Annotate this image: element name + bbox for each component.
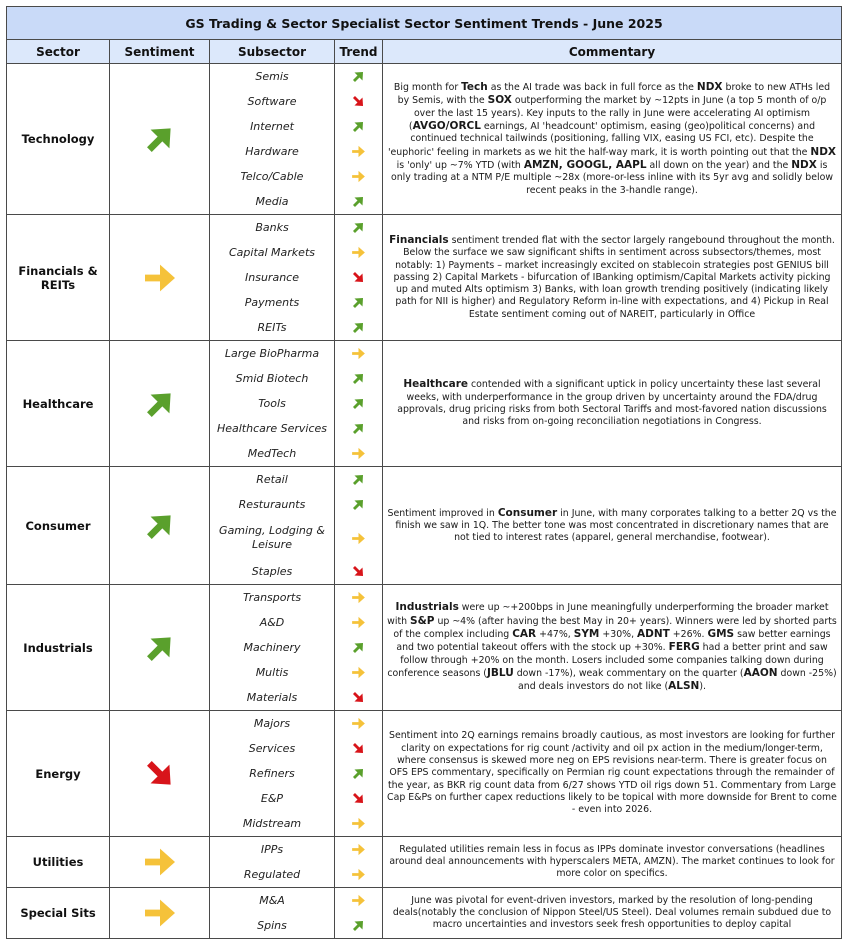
sentiment-cell — [110, 888, 210, 938]
subsector-list — [210, 888, 335, 938]
trend-up-arrow-icon — [350, 765, 367, 782]
trend-list — [335, 888, 383, 938]
trend-flat-arrow-icon — [350, 589, 367, 606]
trend-list — [335, 711, 383, 836]
commentary-segment: were up ~+200bps in June meaningfully underperforming the broader market with — [387, 602, 829, 627]
commentary-segment: contended with a significant uptick in policy uncertainty these last several weeks, with underperformance in the group driven by uncertainty around the FDA/drug approvals, drug pricing risks from both Sectoral Tariffs and most-favored nation discussions and risks from on-going reconciliation negotiations in Congress. — [397, 379, 827, 428]
trend-flat-arrow-icon-shape — [352, 844, 365, 855]
commentary-segment: Sentiment improved in — [387, 507, 498, 519]
trend-flat-arrow-icon — [350, 445, 367, 462]
trend-cell — [335, 341, 382, 366]
commentary-segment: as the AI trade was back in full force as the — [487, 82, 697, 94]
trend-up-arrow-icon — [350, 395, 367, 412]
trend-cell — [335, 913, 382, 938]
commentary-segment: earnings, AI 'headcount' optimism, easing (geo)political concerns) and continued technical tailwinds (positioning, falling VIX, easing US FCI, etc). Despite the 'euphoric' feeling in markets as we hit the half-way mark, it is worth pointing out that the — [387, 121, 816, 158]
commentary-text — [387, 81, 837, 197]
trend-flat-arrow-icon — [350, 168, 367, 185]
sector-name: Utilities — [7, 837, 110, 887]
commentary-segment: ). — [699, 681, 706, 693]
sentiment-up-arrow-icon-shape — [140, 506, 180, 546]
commentary-cell — [383, 585, 841, 710]
commentary-segment: Big month for — [393, 82, 462, 94]
sentiment-cell — [110, 711, 210, 836]
trend-up-arrow-icon — [350, 370, 367, 387]
commentary-text — [387, 844, 837, 881]
subsector-item: IPPs — [260, 842, 284, 856]
trend-flat-arrow-icon-shape — [352, 895, 365, 906]
commentary-segment: Sentiment into 2Q earnings remains broadly cautious, as most investors are looking for further clarity on expectations for rig count /activity and oil px action in the medium/longer-term, where consensus is skewed more neg on EPS revisions near-term. There is greater focus on OFS EPS commentary, specifically on Permian rig count expectations through the remainder of the year, as BKR rig count data from 6/27 shows YTD oil rigs down 51. Commentary from Large Cap E&Ps on further capex reductions likely to be topical with more downside for Brent to come - even into 2026. — [387, 730, 837, 816]
subsector-item: MedTech — [247, 446, 297, 460]
sector-name: Technology — [7, 64, 110, 214]
commentary-segment: down -25%) and deals investors do not like ( — [518, 667, 837, 693]
commentary-highlight: AVGO/ORCL — [412, 120, 481, 133]
trend-cell — [335, 391, 382, 416]
trend-cell — [335, 660, 382, 685]
sentiment-flat-arrow-icon — [140, 258, 180, 298]
table-body — [7, 64, 841, 938]
trend-list — [335, 341, 383, 466]
commentary-highlight: Consumer — [497, 506, 558, 519]
subsector-item: Large BioPharma — [224, 346, 320, 360]
trend-cell — [335, 290, 382, 315]
subsector-item: Telco/Cable — [240, 169, 304, 183]
commentary-highlight: NDX — [810, 145, 837, 158]
sentiment-cell — [110, 585, 210, 710]
sector-name: Special Sits — [7, 888, 110, 938]
commentary-highlight: CAR — [512, 628, 537, 641]
header-trend: Trend — [335, 40, 383, 63]
trend-cell — [335, 416, 382, 441]
trend-down-arrow-icon-shape — [350, 563, 367, 580]
trend-flat-arrow-icon-shape — [352, 718, 365, 729]
commentary-highlight: NDX — [696, 81, 723, 94]
header-subsector: Subsector — [210, 40, 335, 63]
subsector-item: Tools — [258, 396, 286, 410]
trend-cell — [335, 517, 382, 559]
subsector-item: Capital Markets — [228, 245, 315, 259]
subsector-item: Majors — [253, 716, 291, 730]
sentiment-flat-arrow-icon — [140, 842, 180, 882]
trend-cell — [335, 366, 382, 391]
commentary-text — [387, 378, 837, 428]
trend-up-arrow-icon-shape — [350, 319, 367, 336]
trend-flat-arrow-icon-shape — [352, 448, 365, 459]
trend-cell — [335, 240, 382, 265]
commentary-segment: is only trading at a NTM P/E multiple ~28x (more-or-less inline with its 5yr avg and solidly below recent peaks in the 3-handle range). — [390, 159, 834, 196]
trend-up-arrow-icon — [350, 319, 367, 336]
trend-cell — [335, 610, 382, 635]
trend-flat-arrow-icon-shape — [352, 532, 365, 543]
trend-cell — [335, 685, 382, 710]
trend-up-arrow-icon-shape — [350, 294, 367, 311]
trend-up-arrow-icon-shape — [350, 471, 367, 488]
commentary-highlight: AMZN, GOOGL, AAPL — [523, 158, 647, 171]
trend-cell — [335, 635, 382, 660]
commentary-cell — [383, 837, 841, 887]
trend-flat-arrow-icon-shape — [352, 592, 365, 603]
trend-cell — [335, 492, 382, 517]
commentary-segment: +26%. — [669, 629, 708, 641]
sector-row — [7, 467, 841, 585]
commentary-cell — [383, 888, 841, 938]
sector-row — [7, 215, 841, 341]
trend-cell — [335, 467, 382, 492]
subsector-item: Media — [255, 194, 289, 208]
subsector-item: Refiners — [249, 766, 295, 780]
trend-down-arrow-icon — [350, 689, 367, 706]
subsector-item: Payments — [244, 295, 300, 309]
trend-cell — [335, 736, 382, 761]
header-commentary: Commentary — [568, 44, 656, 59]
trend-down-arrow-icon-shape — [350, 790, 367, 807]
commentary-segment: +30%, — [599, 629, 638, 641]
trend-up-arrow-icon — [350, 420, 367, 437]
subsector-item: Smid Biotech — [235, 371, 309, 385]
trend-down-arrow-icon — [350, 269, 367, 286]
sentiment-cell — [110, 837, 210, 887]
trend-flat-arrow-icon-shape — [352, 617, 365, 628]
trend-flat-arrow-icon — [350, 664, 367, 681]
subsector-list — [210, 467, 335, 584]
sentiment-down-arrow-icon — [140, 754, 180, 794]
trend-up-arrow-icon-shape — [350, 395, 367, 412]
trend-flat-arrow-icon-shape — [352, 348, 365, 359]
commentary-highlight: S&P — [410, 614, 435, 627]
trend-flat-arrow-icon — [350, 530, 367, 547]
trend-list — [335, 215, 383, 340]
commentary-highlight: SOX — [487, 94, 512, 107]
subsector-item: Midstream — [242, 816, 302, 830]
trend-list — [335, 837, 383, 887]
commentary-highlight: JBLU — [486, 666, 514, 679]
trend-list — [335, 64, 383, 214]
subsector-item: A&D — [259, 615, 285, 629]
commentary-text — [387, 730, 837, 816]
commentary-highlight: Industrials — [395, 601, 459, 614]
sector-row — [7, 888, 841, 938]
trend-flat-arrow-icon — [350, 143, 367, 160]
commentary-cell — [383, 711, 841, 836]
commentary-text — [387, 234, 837, 321]
subsector-item: Gaming, Lodging & Leisure — [219, 524, 325, 551]
sector-row — [7, 711, 841, 837]
header-sentiment: Sentiment — [110, 40, 210, 63]
trend-down-arrow-icon — [350, 93, 367, 110]
subsector-list — [210, 585, 335, 710]
commentary-segment: down -17%), weak commentary on the quarter ( — [513, 667, 744, 679]
trend-down-arrow-icon — [350, 740, 367, 757]
sentiment-up-arrow-icon-shape — [140, 384, 180, 424]
trend-flat-arrow-icon — [350, 892, 367, 909]
subsector-item: Multis — [255, 665, 289, 679]
trend-up-arrow-icon-shape — [350, 193, 367, 210]
trend-up-arrow-icon — [350, 219, 367, 236]
subsector-item: Semis — [255, 69, 289, 83]
subsector-item: M&A — [259, 893, 285, 907]
commentary-segment: broke to new ATHs led by Semis, with the — [397, 82, 831, 107]
subsector-item: Banks — [255, 220, 289, 234]
commentary-segment: +47%, — [536, 629, 574, 641]
trend-cell — [335, 215, 382, 240]
trend-up-arrow-icon — [350, 496, 367, 513]
sentiment-up-arrow-icon — [140, 384, 180, 424]
subsector-item: Spins — [257, 918, 287, 932]
commentary-text — [387, 601, 837, 693]
sentiment-cell — [110, 467, 210, 584]
trend-up-arrow-icon-shape — [350, 118, 367, 135]
trend-cell — [335, 315, 382, 340]
commentary-segment: had a better print and saw follow through +20% on the month. Losers included some companies talking down during conference seasons ( — [387, 642, 828, 679]
trend-flat-arrow-icon-shape — [352, 818, 365, 829]
header-sector: Sector — [7, 40, 110, 63]
sentiment-flat-arrow-icon-shape — [145, 900, 175, 927]
trend-down-arrow-icon-shape — [350, 740, 367, 757]
trend-cell — [335, 64, 382, 89]
commentary-segment: sentiment trended flat with the sector largely rangebound throughout the month. Below the surface we saw significant shifts in sentiment across subsectors/themes, most notably: 1) Payments – market increasingly excited on stablecoin strategies post GENIUS bill passing 2) Capital Markets - bifurcation of IBanking optimism/Capital Markets activity picking up and muted Alts optimism 3) Banks, with loan growth trending positively (indicating likely path for NII is higher) and Regulatory Reform in-line with expectations, and 4) Pickup in Real Estate sentiment coming out of NAREIT, particularly in Office — [393, 234, 835, 320]
trend-cell — [335, 811, 382, 836]
sentiment-table — [6, 6, 842, 939]
commentary-highlight: Healthcare — [403, 378, 469, 391]
commentary-cell — [383, 64, 841, 214]
trend-up-arrow-icon — [350, 118, 367, 135]
trend-up-arrow-icon-shape — [350, 219, 367, 236]
trend-cell — [335, 837, 382, 862]
trend-cell — [335, 189, 382, 214]
trend-up-arrow-icon-shape — [350, 370, 367, 387]
trend-down-arrow-icon — [350, 563, 367, 580]
subsector-item: Software — [247, 94, 297, 108]
sentiment-up-arrow-icon — [140, 119, 180, 159]
sentiment-cell — [110, 64, 210, 214]
sentiment-up-arrow-icon-shape — [140, 628, 180, 668]
subsector-list — [210, 64, 335, 214]
sentiment-up-arrow-icon-shape — [140, 119, 180, 159]
commentary-cell — [383, 467, 841, 584]
trend-up-arrow-icon — [350, 193, 367, 210]
subsector-item: Transports — [242, 590, 302, 604]
subsector-item: Hardware — [245, 144, 299, 158]
commentary-highlight: NDX — [791, 158, 817, 171]
sector-name: Energy — [7, 711, 110, 836]
commentary-segment: Regulated utilities remain less in focus as IPPs dominate investor conversations (headlines around deal announcements with hyperscalers META, AMZN). The market continues to look for more color on specifics. — [389, 843, 835, 880]
trend-up-arrow-icon — [350, 917, 367, 934]
commentary-highlight: AAON — [743, 666, 778, 679]
commentary-segment: up ~4% (after having the best May in 20+ years). Winners were led by shorted parts of the complex including — [393, 615, 837, 641]
subsector-item: Resturaunts — [238, 497, 306, 511]
sector-name: Healthcare — [7, 341, 110, 466]
trend-up-arrow-icon — [350, 639, 367, 656]
sentiment-cell — [110, 215, 210, 340]
commentary-text — [387, 507, 837, 545]
trend-cell — [335, 139, 382, 164]
subsector-list — [210, 215, 335, 340]
sentiment-flat-arrow-icon-shape — [145, 849, 175, 876]
subsector-item: Retail — [256, 472, 288, 486]
sector-name: Industrials — [7, 585, 110, 710]
trend-up-arrow-icon — [350, 294, 367, 311]
subsector-list — [210, 711, 335, 836]
subsector-item: Services — [248, 741, 296, 755]
sector-row — [7, 341, 841, 467]
commentary-highlight: Tech — [461, 81, 488, 94]
trend-down-arrow-icon — [350, 790, 367, 807]
commentary-highlight: SYM — [573, 628, 600, 641]
sentiment-flat-arrow-icon — [140, 893, 180, 933]
sentiment-up-arrow-icon — [140, 628, 180, 668]
trend-down-arrow-icon-shape — [350, 269, 367, 286]
trend-flat-arrow-icon — [350, 815, 367, 832]
sector-name: Financials & REITs — [7, 215, 110, 340]
commentary-highlight: FERG — [668, 641, 700, 654]
commentary-segment: is 'only' up ~7% YTD (with — [396, 159, 524, 171]
subsector-list — [210, 837, 335, 887]
sentiment-up-arrow-icon — [140, 506, 180, 546]
sentiment-cell — [110, 341, 210, 466]
trend-flat-arrow-icon-shape — [352, 667, 365, 678]
subsector-item: E&P — [260, 791, 284, 805]
commentary-highlight: GMS — [707, 628, 735, 641]
sentiment-down-arrow-icon-shape — [140, 754, 180, 794]
trend-flat-arrow-icon — [350, 841, 367, 858]
commentary-segment: June was pivotal for event-driven investors, marked by the resolution of long-pending deals(notably the conclusion of Nippon Steel/US Steel). Deal volumes remain subdued due to macro uncertainties and investors seek fresh opportunities to deploy capital — [392, 894, 832, 931]
trend-cell — [335, 711, 382, 736]
commentary-segment: in June, with many corporates talking to a better 2Q vs the finish we saw in 1Q. The better tone was most concentrated in discretionary names that are not tied to interest rates (apparel, general merchandise, footwear). — [395, 507, 837, 544]
trend-cell — [335, 585, 382, 610]
trend-flat-arrow-icon — [350, 866, 367, 883]
subsector-item: Materials — [246, 690, 298, 704]
subsector-item: Machinery — [243, 640, 301, 654]
subsector-item: Regulated — [243, 867, 301, 881]
trend-up-arrow-icon-shape — [350, 68, 367, 85]
commentary-segment: outperforming the market by ~12pts in June (a top 5 month of o/p over the last 15 years). Key inputs to the rally in June were accelerating AI optimism ( — [408, 95, 827, 133]
trend-flat-arrow-icon-shape — [352, 146, 365, 157]
trend-cell — [335, 888, 382, 913]
trend-cell — [335, 89, 382, 114]
trend-flat-arrow-icon-shape — [352, 247, 365, 258]
header-row — [7, 40, 841, 64]
sentiment-flat-arrow-icon-shape — [145, 264, 175, 291]
subsector-item: Healthcare Services — [216, 421, 328, 435]
commentary-segment: saw better earnings and two potential takeout offers with the stock up +30%. — [396, 629, 831, 654]
trend-up-arrow-icon — [350, 68, 367, 85]
trend-flat-arrow-icon — [350, 715, 367, 732]
trend-cell — [335, 559, 382, 584]
trend-up-arrow-icon-shape — [350, 420, 367, 437]
commentary-text — [387, 895, 837, 932]
sector-row — [7, 585, 841, 711]
trend-down-arrow-icon-shape — [350, 689, 367, 706]
subsector-item: Internet — [250, 119, 294, 133]
trend-up-arrow-icon-shape — [350, 917, 367, 934]
trend-list — [335, 585, 383, 710]
sector-name: Consumer — [7, 467, 110, 584]
trend-up-arrow-icon-shape — [350, 765, 367, 782]
trend-flat-arrow-icon — [350, 244, 367, 261]
commentary-highlight: Financials — [389, 233, 449, 246]
subsector-item: Staples — [251, 564, 293, 578]
commentary-highlight: ADNT — [637, 628, 670, 641]
sector-row — [7, 64, 841, 215]
commentary-cell — [383, 215, 841, 340]
trend-cell — [335, 441, 382, 466]
trend-list — [335, 467, 383, 584]
sector-row — [7, 837, 841, 888]
trend-cell — [335, 786, 382, 811]
trend-cell — [335, 761, 382, 786]
trend-up-arrow-icon-shape — [350, 639, 367, 656]
subsector-item: REITs — [257, 320, 287, 334]
trend-flat-arrow-icon-shape — [352, 869, 365, 880]
commentary-cell — [383, 341, 841, 466]
commentary-highlight: ALSN — [668, 680, 700, 693]
trend-flat-arrow-icon — [350, 614, 367, 631]
trend-up-arrow-icon-shape — [350, 496, 367, 513]
subsector-list — [210, 341, 335, 466]
trend-up-arrow-icon — [350, 471, 367, 488]
trend-flat-arrow-icon — [350, 345, 367, 362]
trend-cell — [335, 164, 382, 189]
subsector-item: Insurance — [245, 270, 299, 284]
trend-cell — [335, 862, 382, 887]
trend-cell — [335, 265, 382, 290]
commentary-segment: all down on the year) and the — [646, 159, 792, 171]
trend-down-arrow-icon-shape — [350, 93, 367, 110]
table-title: GS Trading & Sector Specialist Sector Sentiment Trends - June 2025 — [7, 7, 841, 40]
trend-flat-arrow-icon-shape — [352, 171, 365, 182]
trend-cell — [335, 114, 382, 139]
